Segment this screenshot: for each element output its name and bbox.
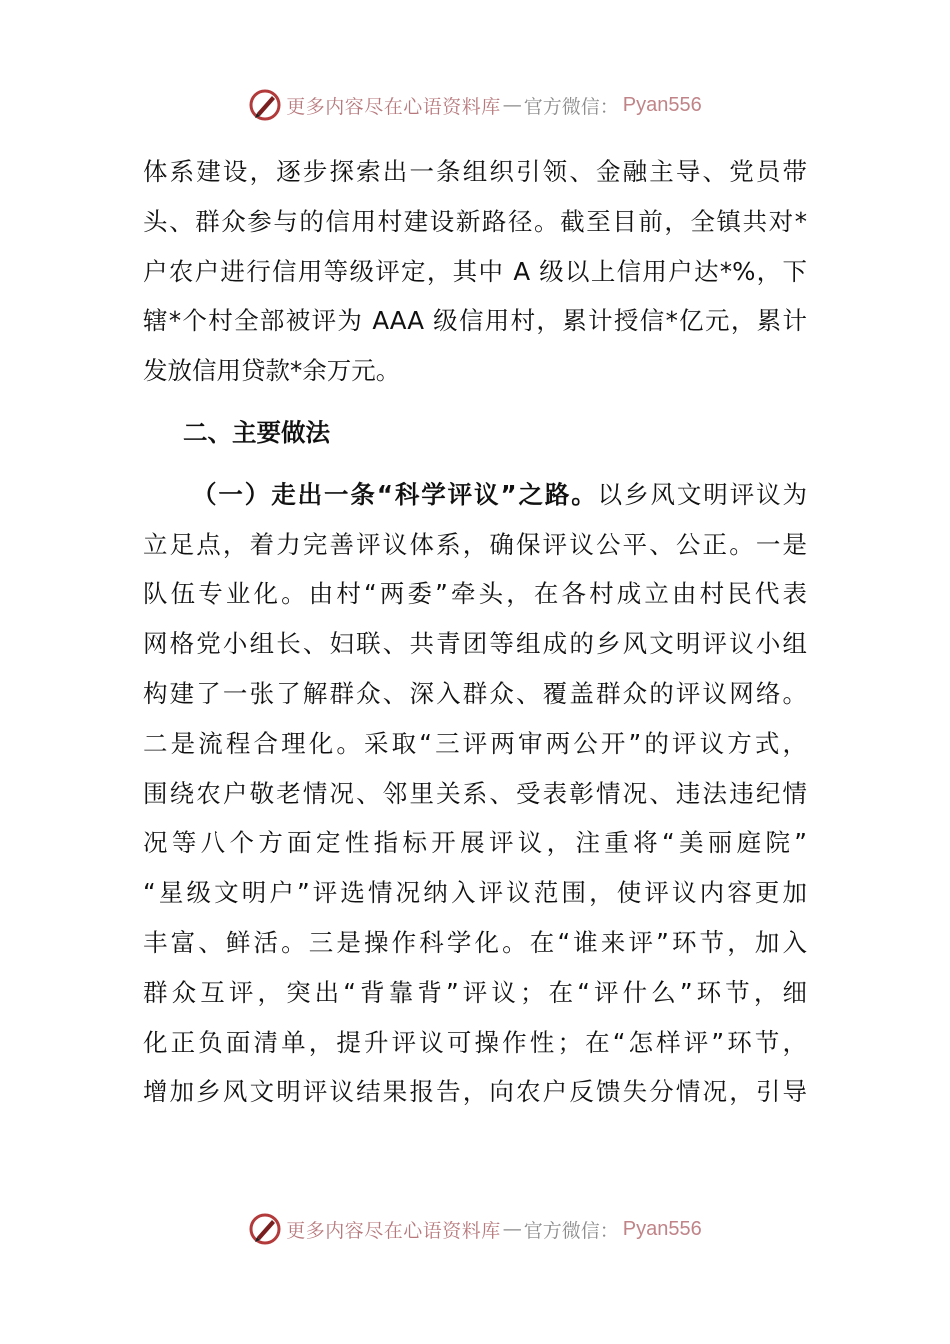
- header-watermark: [0, 87, 950, 123]
- subheading-lead: （一）走出一条“科学评议”之路。: [192, 479, 598, 509]
- text-line: “星级文明户”评选情况纳入评议范围，使评议内容更加: [143, 878, 807, 908]
- watermark-text: 更多内容尽在心语资料库: [286, 95, 501, 118]
- text-line: 头、群众参与的信用村建设新路径。截至目前，全镇共对*: [143, 206, 807, 236]
- watermark-id: Pyan556: [622, 93, 702, 116]
- paragraph-1: [143, 147, 807, 396]
- watermark-separator: —: [502, 1218, 522, 1240]
- text-line-first: [143, 470, 807, 520]
- text-line: 围绕农户敬老情况、邻里关系、受表彰情况、违法违纪情: [143, 778, 807, 808]
- text-line: 户农户进行信用等级评定，其中 A 级以上信用户达*%，下: [143, 256, 807, 286]
- text-line: 辖*个村全部被评为 AAA 级信用村，累计授信*亿元，累计: [143, 306, 807, 336]
- text-line: 构建了一张了解群众、深入群众、覆盖群众的评议网络。: [143, 678, 807, 708]
- pen-logo-icon: [248, 88, 282, 122]
- text-line: 二是流程合理化。采取“三评两审两公开”的评议方式，: [143, 728, 807, 758]
- text-line: 发放信用贷款*余万元。: [143, 356, 401, 386]
- text-line: 化正负面清单，提升评议可操作性；在“怎样评”环节，: [143, 1027, 807, 1057]
- footer-watermark: [0, 1211, 950, 1247]
- text-line: 体系建设，逐步探索出一条组织引领、金融主导、党员带: [143, 157, 807, 186]
- text-line: 队伍专业化。由村“两委”牵头，在各村成立由村民代表: [143, 579, 807, 609]
- watermark-tail: 官方微信：: [523, 1219, 619, 1242]
- watermark-id: Pyan556: [622, 1217, 702, 1240]
- text-line: 立足点，着力完善评议体系，确保评议公平、公正。一是: [143, 529, 807, 559]
- text-line: 网格党小组长、妇联、共青团等组成的乡风文明评议小组: [143, 629, 807, 659]
- text-line: 丰富、鲜活。三是操作科学化。在“谁来评”环节，加入: [143, 927, 807, 957]
- text-line: 况等八个方面定性指标开展评议，注重将“美丽庭院”: [143, 828, 807, 858]
- document-body: [143, 147, 807, 1117]
- text-line: 群众互评，突出“背靠背”评议；在“评什么”环节，细: [143, 977, 807, 1007]
- section-heading: 二、主要做法: [183, 417, 330, 447]
- text-line: 增加乡风文明评议结果报告，向农户反馈失分情况，引导: [143, 1077, 807, 1107]
- pen-logo-icon: [248, 1212, 282, 1246]
- watermark-separator: —: [502, 94, 522, 116]
- watermark-tail: 官方微信：: [523, 95, 619, 118]
- watermark-text: 更多内容尽在心语资料库: [286, 1219, 501, 1242]
- paragraph-2: [143, 470, 807, 1117]
- text-line-rest: 以乡风文明评议为: [597, 479, 807, 509]
